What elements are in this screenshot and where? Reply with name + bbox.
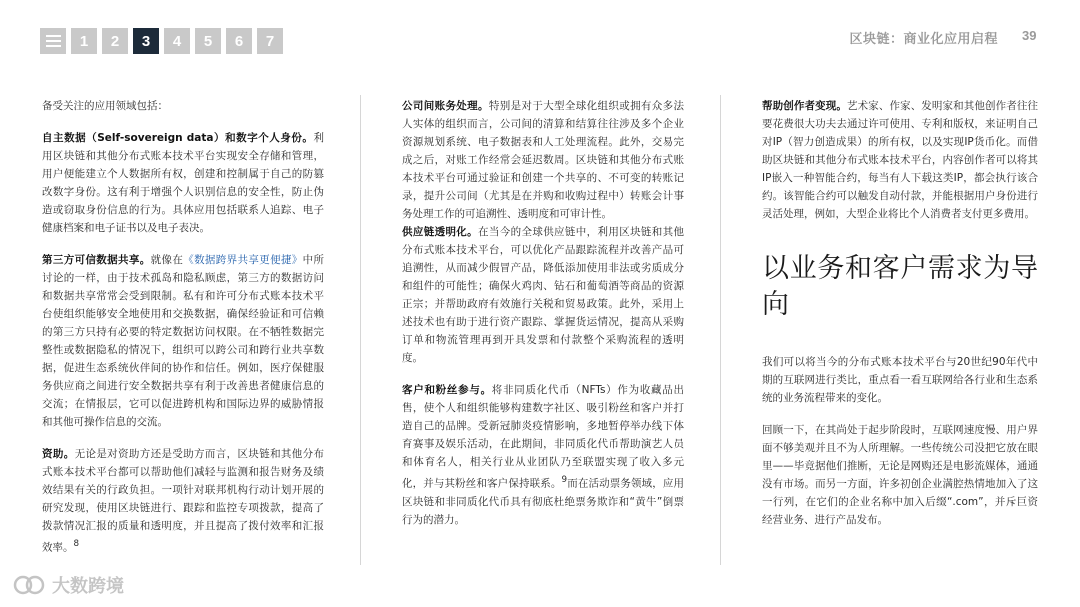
- paragraph-heading: 自主数据（Self-sovereign data）和数字个人身份。: [42, 132, 314, 144]
- paragraph-heading: 供应链透明化。: [402, 226, 479, 238]
- paragraph-body: 在当今的全球供应链中，利用区块链和其他分布式账本技术平台，可以优化产品跟踪流程并改善产品可追溯性，从而减少假冒产品，降低添加使用非法或劣质成分和组件的可能性；确保火鸡肉、钻石和葡萄酒等商品的资源正宗；并帮助政府有效施行关税和贸易政策。此外，采用上述技术也有助于进行资产跟踪、掌握货运情况，提高从采购订单和物流管理再到开具发票和付款整个采购流程的透明度。: [402, 226, 685, 364]
- paragraph-body: 将非同质化代币（NFTs）作为收藏品出售，使个人和组织能够构建数字社区、吸引粉丝和客户并打造自己的品牌。受新冠肺炎疫情影响，多地暂停举办线下体育赛事及娱乐活动，在此期间，非同质化代币帮助演艺人员和体育名人，相关行业从业团队乃至联盟实现了收入多元化，并与其粉丝和客户保持联系。: [402, 384, 685, 490]
- paragraph-heading: 资助。: [42, 448, 75, 460]
- paragraph-self-sovereign-data: [42, 129, 324, 237]
- column-1: [42, 97, 324, 557]
- page-tab-6[interactable]: 6: [226, 28, 252, 54]
- paragraph-data-sharing: [42, 251, 324, 431]
- paragraph-grants: [42, 445, 324, 557]
- footnote-marker[interactable]: 9: [561, 475, 568, 485]
- paragraph-intercompany: [402, 97, 684, 223]
- brand-name: 大数跨境: [52, 576, 124, 597]
- page-tab-7[interactable]: 7: [257, 28, 283, 54]
- report-link[interactable]: 《数据跨界共享更便捷》: [183, 254, 303, 266]
- page-tab-2[interactable]: 2: [102, 28, 128, 54]
- paragraph-internet-history: 回顾一下，在其尚处于起步阶段时，互联网速度慢、用户界面不够美观并且不为人所理解。一些传统公司没把它放在眼里——毕竟据他们推断，无论是网购还是电影流媒体，通通没有市场。而另一方面，许多初创企业满腔热情地加入了这一行列，在它们的企业名称中加入后缀“.com”，并斥巨资经营业务、进行产品发布。: [762, 424, 1038, 526]
- footnote-marker[interactable]: 8: [73, 539, 80, 549]
- paragraph-creators: [762, 97, 1038, 223]
- column-3: [762, 97, 1038, 529]
- page-nav: [40, 28, 283, 54]
- paragraph-body: 而在活动票务领域，应用区块链和非同质化代币具有彻底杜绝票务欺诈和“黄牛”倒票行为的潜力。: [402, 477, 685, 526]
- paragraph-heading: 公司间账务处理。: [402, 100, 489, 112]
- paragraph-body: 就像在: [150, 254, 184, 266]
- paragraph-supply-chain: [402, 223, 684, 367]
- paragraph-body: 特别是对于大型全球化组织或拥有众多法人实体的组织而言，公司间的清算和结算往往涉及多个企业资源规划系统、电子数据表和人工处理流程。此外，交易完成之后，对账工作经常会延迟数周。区块链和其他分布式账本技术平台可通过验证和创建一个共享的、不可变的转账记录，提升公司间（尤其是在并购和收购过程中）转账会计事务处理工作的可追溯性、透明度和可审计性。: [402, 100, 685, 220]
- page-tab-1[interactable]: 1: [71, 28, 97, 54]
- page-tab-5[interactable]: 5: [195, 28, 221, 54]
- column-divider: [720, 95, 721, 565]
- paragraph-body: 利用区块链和其他分布式账本技术平台实现安全存储和管理，用户便能建立个人数据所有权，创建和控制属于自己的防篡改数字身份。这有利于增强个人识别信息的安全性，防止伪造或窃取身份信息的行为。具体应用包括联系人追踪、电子健康档案和电子证书以及电子表决。: [42, 132, 324, 234]
- paragraph-body: 艺术家、作家、发明家和其他创作者往往要花费很大功夫去通过许可使用、专利和版权，来证明自己对IP（智力创造成果）的所有权，以及实现IP货币化。而借助区块链和其他分布式账本技术平台，内容创作者可以将其IP嵌入一种智能合约，每当有人下载这类IP，都会执行该合约。该智能合约可以触发自动付款，并能根据用户身份进行灵活处理，例如，大型企业将比个人消费者支付更多费用。: [762, 100, 1039, 220]
- paragraph-heading: 第三方可信数据共享。: [42, 254, 151, 266]
- page-tab-4[interactable]: 4: [164, 28, 190, 54]
- paragraph-body: 无论是对资助方还是受助方而言，区块链和其他分布式账本技术平台都可以帮助他们减轻与监测和报告财务及绩效结果有关的行政负担。一项针对联邦机构行动计划开展的研究发现，使用区块链进行、跟踪和监控专项拨款，提高了拨款情况汇报的质量和透明度，并且提高了拨付效率和汇报效率。: [42, 448, 325, 554]
- page-number: 39: [1022, 28, 1037, 43]
- hamburger-icon[interactable]: [40, 28, 66, 54]
- column-divider: [360, 95, 361, 565]
- report-title: 区块链：商业化应用启程: [849, 32, 998, 47]
- brand-watermark: [12, 572, 124, 598]
- brand-logo-icon: [12, 574, 46, 596]
- paragraph-internet-analogy: 我们可以将当今的分布式账本技术平台与20世纪90年代中期的互联网进行类比，重点看一看互联网给各行业和生态系统的业务流程带来的变化。: [762, 356, 1038, 404]
- paragraph-heading: 客户和粉丝参与。: [402, 384, 492, 396]
- intro-text: 备受关注的应用领域包括：: [42, 100, 168, 112]
- page-tab-3[interactable]: 3: [133, 28, 159, 54]
- paragraph-body: 中所讨论的一样，由于技术孤岛和隐私顾虑，第三方的数据访问和数据共享常常会受到限制。私有和许可分布式账本技术平台使组织能够安全地使用和交换数据，确保经验证和可信赖的第三方只持有必要的特定数据访问权限。在不牺牲数据完整性或数据隐私的情况下，组织可以跨公司和跨行业共享数据，促进生态系统伙伴间的协作和信任。例如，医疗保健服务供应商之间进行安全数据共享有利于改善患者健康信息的交流；在情报层，它可以促进跨机构和国际边界的威胁情报和其他可操作信息的交流。: [42, 254, 325, 428]
- paragraph-fan-engagement: [402, 381, 684, 529]
- section-heading: 以业务和客户需求为导向: [762, 253, 1038, 320]
- paragraph-heading: 帮助创作者变现。: [762, 100, 847, 112]
- column-2: [402, 97, 684, 529]
